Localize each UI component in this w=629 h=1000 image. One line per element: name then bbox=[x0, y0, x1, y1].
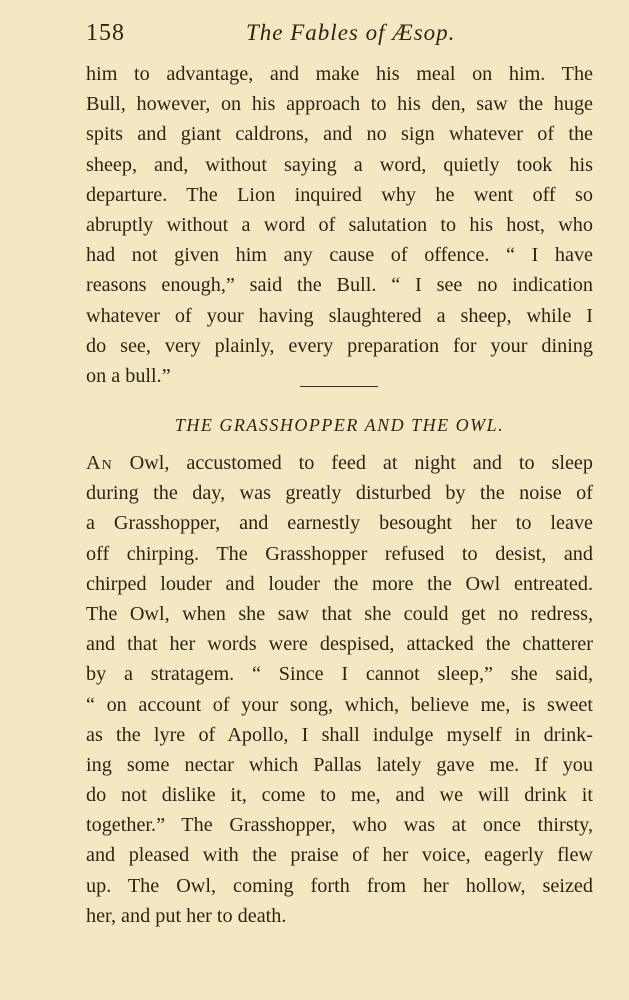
text-line: him to advantage, and make his meal on him. The bbox=[86, 63, 593, 85]
text-line: on a bull.” bbox=[86, 364, 171, 387]
page-header bbox=[86, 20, 595, 50]
text-line: by a stratagem. “ Since I cannot sleep,” she said, bbox=[86, 663, 593, 686]
text-line: sheep, and, without saying a word, quietly took his bbox=[86, 153, 593, 176]
text-line: and that her words were despised, attacked the chatterer bbox=[86, 633, 593, 656]
text-line: together.” The Grasshopper, who was at once thirsty, bbox=[86, 814, 593, 837]
text-line: spits and giant caldrons, and no sign whatever of the bbox=[86, 123, 593, 146]
text-line: Bull, however, on his approach to his den, saw the huge bbox=[86, 93, 593, 116]
section-divider bbox=[300, 386, 378, 387]
text-line: and pleased with the praise of her voice, eagerly flew bbox=[86, 844, 593, 867]
first-word: An bbox=[86, 452, 113, 474]
text-line: whatever of your having slaughtered a sheep, while I bbox=[86, 304, 593, 327]
text-line: ing some nectar which Pallas lately gave me. If you bbox=[86, 753, 593, 776]
text-line: during the day, was greatly disturbed by the noise of bbox=[86, 482, 593, 505]
fable-paragraph bbox=[86, 448, 593, 931]
fable-title: THE GRASSHOPPER AND THE OWL. bbox=[174, 415, 505, 435]
page-number: 158 bbox=[86, 20, 125, 46]
text-line: chirped louder and louder the more the Owl entreated. bbox=[86, 572, 593, 595]
fable-ending-paragraph bbox=[86, 59, 593, 391]
text-line: do see, very plainly, every preparation for your dining bbox=[86, 334, 593, 357]
first-line-text: Owl, accustomed to feed at night and to sleep bbox=[112, 452, 593, 474]
text-line: her, and put her to death. bbox=[86, 904, 287, 927]
text-line: had not given him any cause of offence. “ I have bbox=[86, 244, 593, 267]
text-line: abruptly without a word of salutation to his host, who bbox=[86, 213, 593, 236]
text-line: reasons enough,” said the Bull. “ I see no indication bbox=[86, 274, 593, 297]
text-line: as the lyre of Apollo, I shall indulge myself in drink- bbox=[86, 723, 593, 746]
text-line: departure. The Lion inquired why he went off so bbox=[86, 183, 593, 206]
text-line: a Grasshopper, and earnestly besought her to leave bbox=[86, 512, 593, 535]
text-line: do not dislike it, come to me, and we will drink it bbox=[86, 784, 593, 807]
text-line bbox=[86, 448, 593, 478]
running-title: The Fables of Æsop. bbox=[246, 20, 456, 45]
text-line: “ on account of your song, which, believe me, is sweet bbox=[86, 693, 593, 716]
text-line: The Owl, when she saw that she could get no redress, bbox=[86, 602, 593, 625]
text-line: off chirping. The Grasshopper refused to desist, and bbox=[86, 542, 593, 565]
text-line: up. The Owl, coming forth from her hollow, seized bbox=[86, 874, 593, 897]
